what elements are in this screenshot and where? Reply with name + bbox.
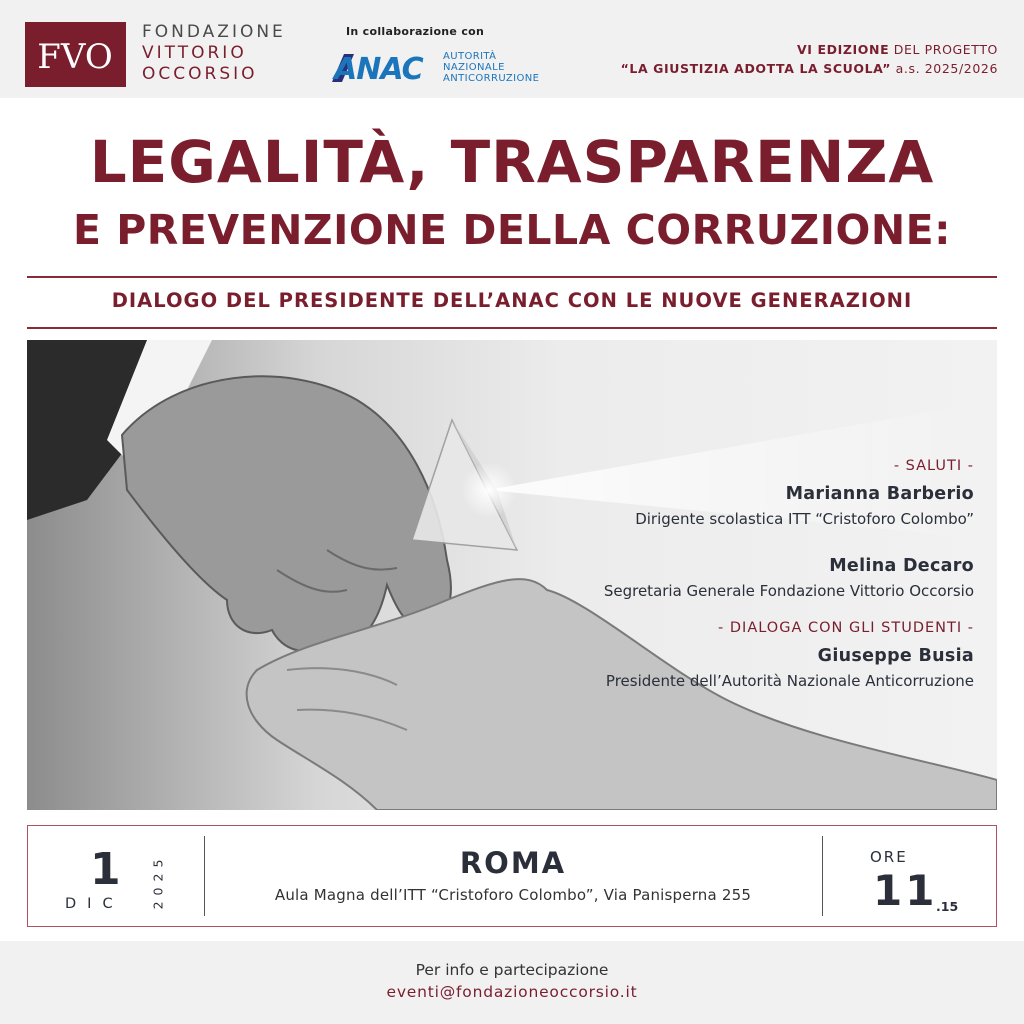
separator-right xyxy=(822,836,823,916)
foundation-name-line1: FONDAZIONE xyxy=(142,22,286,42)
anac-line1: AUTORITÀ xyxy=(443,51,497,62)
anac-line3: ANTICORRUZIONE xyxy=(443,73,540,84)
fvo-logo-text: FVO xyxy=(37,37,113,77)
spacer xyxy=(534,600,974,620)
anac-full-name xyxy=(443,51,539,84)
event-city: ROMA xyxy=(459,846,567,880)
anac-line2: NAZIONALE xyxy=(443,62,505,73)
speakers-panel xyxy=(534,458,974,690)
spacer xyxy=(534,528,974,556)
edition-info xyxy=(621,40,998,78)
speaker-name: Melina Decaro xyxy=(829,556,974,576)
anac-logo-text: ANAC xyxy=(334,52,423,86)
event-year: 2025 xyxy=(150,853,166,910)
hands-prism-photo xyxy=(27,340,997,810)
divider-bottom xyxy=(27,327,997,329)
speaker-name: Giuseppe Busia xyxy=(817,646,974,666)
speaker-role: Presidente dell’Autorità Nazionale Anticorruzione xyxy=(605,672,974,690)
event-month: DIC xyxy=(65,896,124,912)
foundation-name-line3: OCCORSIO xyxy=(142,64,258,84)
foundation-name-line2: VITTORIO xyxy=(142,43,247,63)
speaker-role: Segretaria Generale Fondazione Vittorio Occorsio xyxy=(603,582,974,600)
speaker-name: Marianna Barberio xyxy=(785,484,974,504)
greetings-label: - SALUTI - xyxy=(893,458,974,474)
edition-number: VI EDIZIONE xyxy=(797,42,890,57)
divider-top xyxy=(27,276,997,278)
separator-left xyxy=(204,836,205,916)
subtitle: DIALOGO DEL PRESIDENTE DELL’ANAC CON LE NUOVE GENERAZIONI xyxy=(111,289,913,312)
time-label: ORE xyxy=(870,848,908,866)
foundation-name xyxy=(142,22,286,85)
project-name: “LA GIUSTIZIA ADOTTA LA SCUOLA” xyxy=(620,61,892,76)
event-hour: 11 xyxy=(873,866,938,915)
main-title-line2: E PREVENZIONE DELLA CORRUZIONE: xyxy=(72,206,952,254)
speaker-role: Dirigente scolastica ITT “Cristoforo Colombo” xyxy=(635,510,974,528)
event-info-box xyxy=(27,825,997,927)
school-year: a.s. 2025/2026 xyxy=(891,61,998,76)
contact-email[interactable]: eventi@fondazioneoccorsio.it xyxy=(386,983,638,1001)
event-minutes: .15 xyxy=(936,899,959,914)
fvo-logo xyxy=(25,22,126,87)
anac-logo xyxy=(326,48,436,86)
edition-label: DEL PROGETTO xyxy=(889,42,998,57)
main-title-line1: LEGALITÀ, TRASPARENZA xyxy=(89,128,935,196)
collaboration-label: In collaborazione con xyxy=(346,25,485,38)
event-venue: Aula Magna dell’ITT “Cristoforo Colombo”, Via Panisperna 255 xyxy=(274,886,752,904)
dialog-label: - DIALOGA CON GLI STUDENTI - xyxy=(718,620,974,636)
header-band xyxy=(0,0,1024,98)
event-day: 1 xyxy=(90,844,121,895)
info-label: Per info e partecipazione xyxy=(415,961,609,979)
footer-band xyxy=(0,941,1024,1024)
